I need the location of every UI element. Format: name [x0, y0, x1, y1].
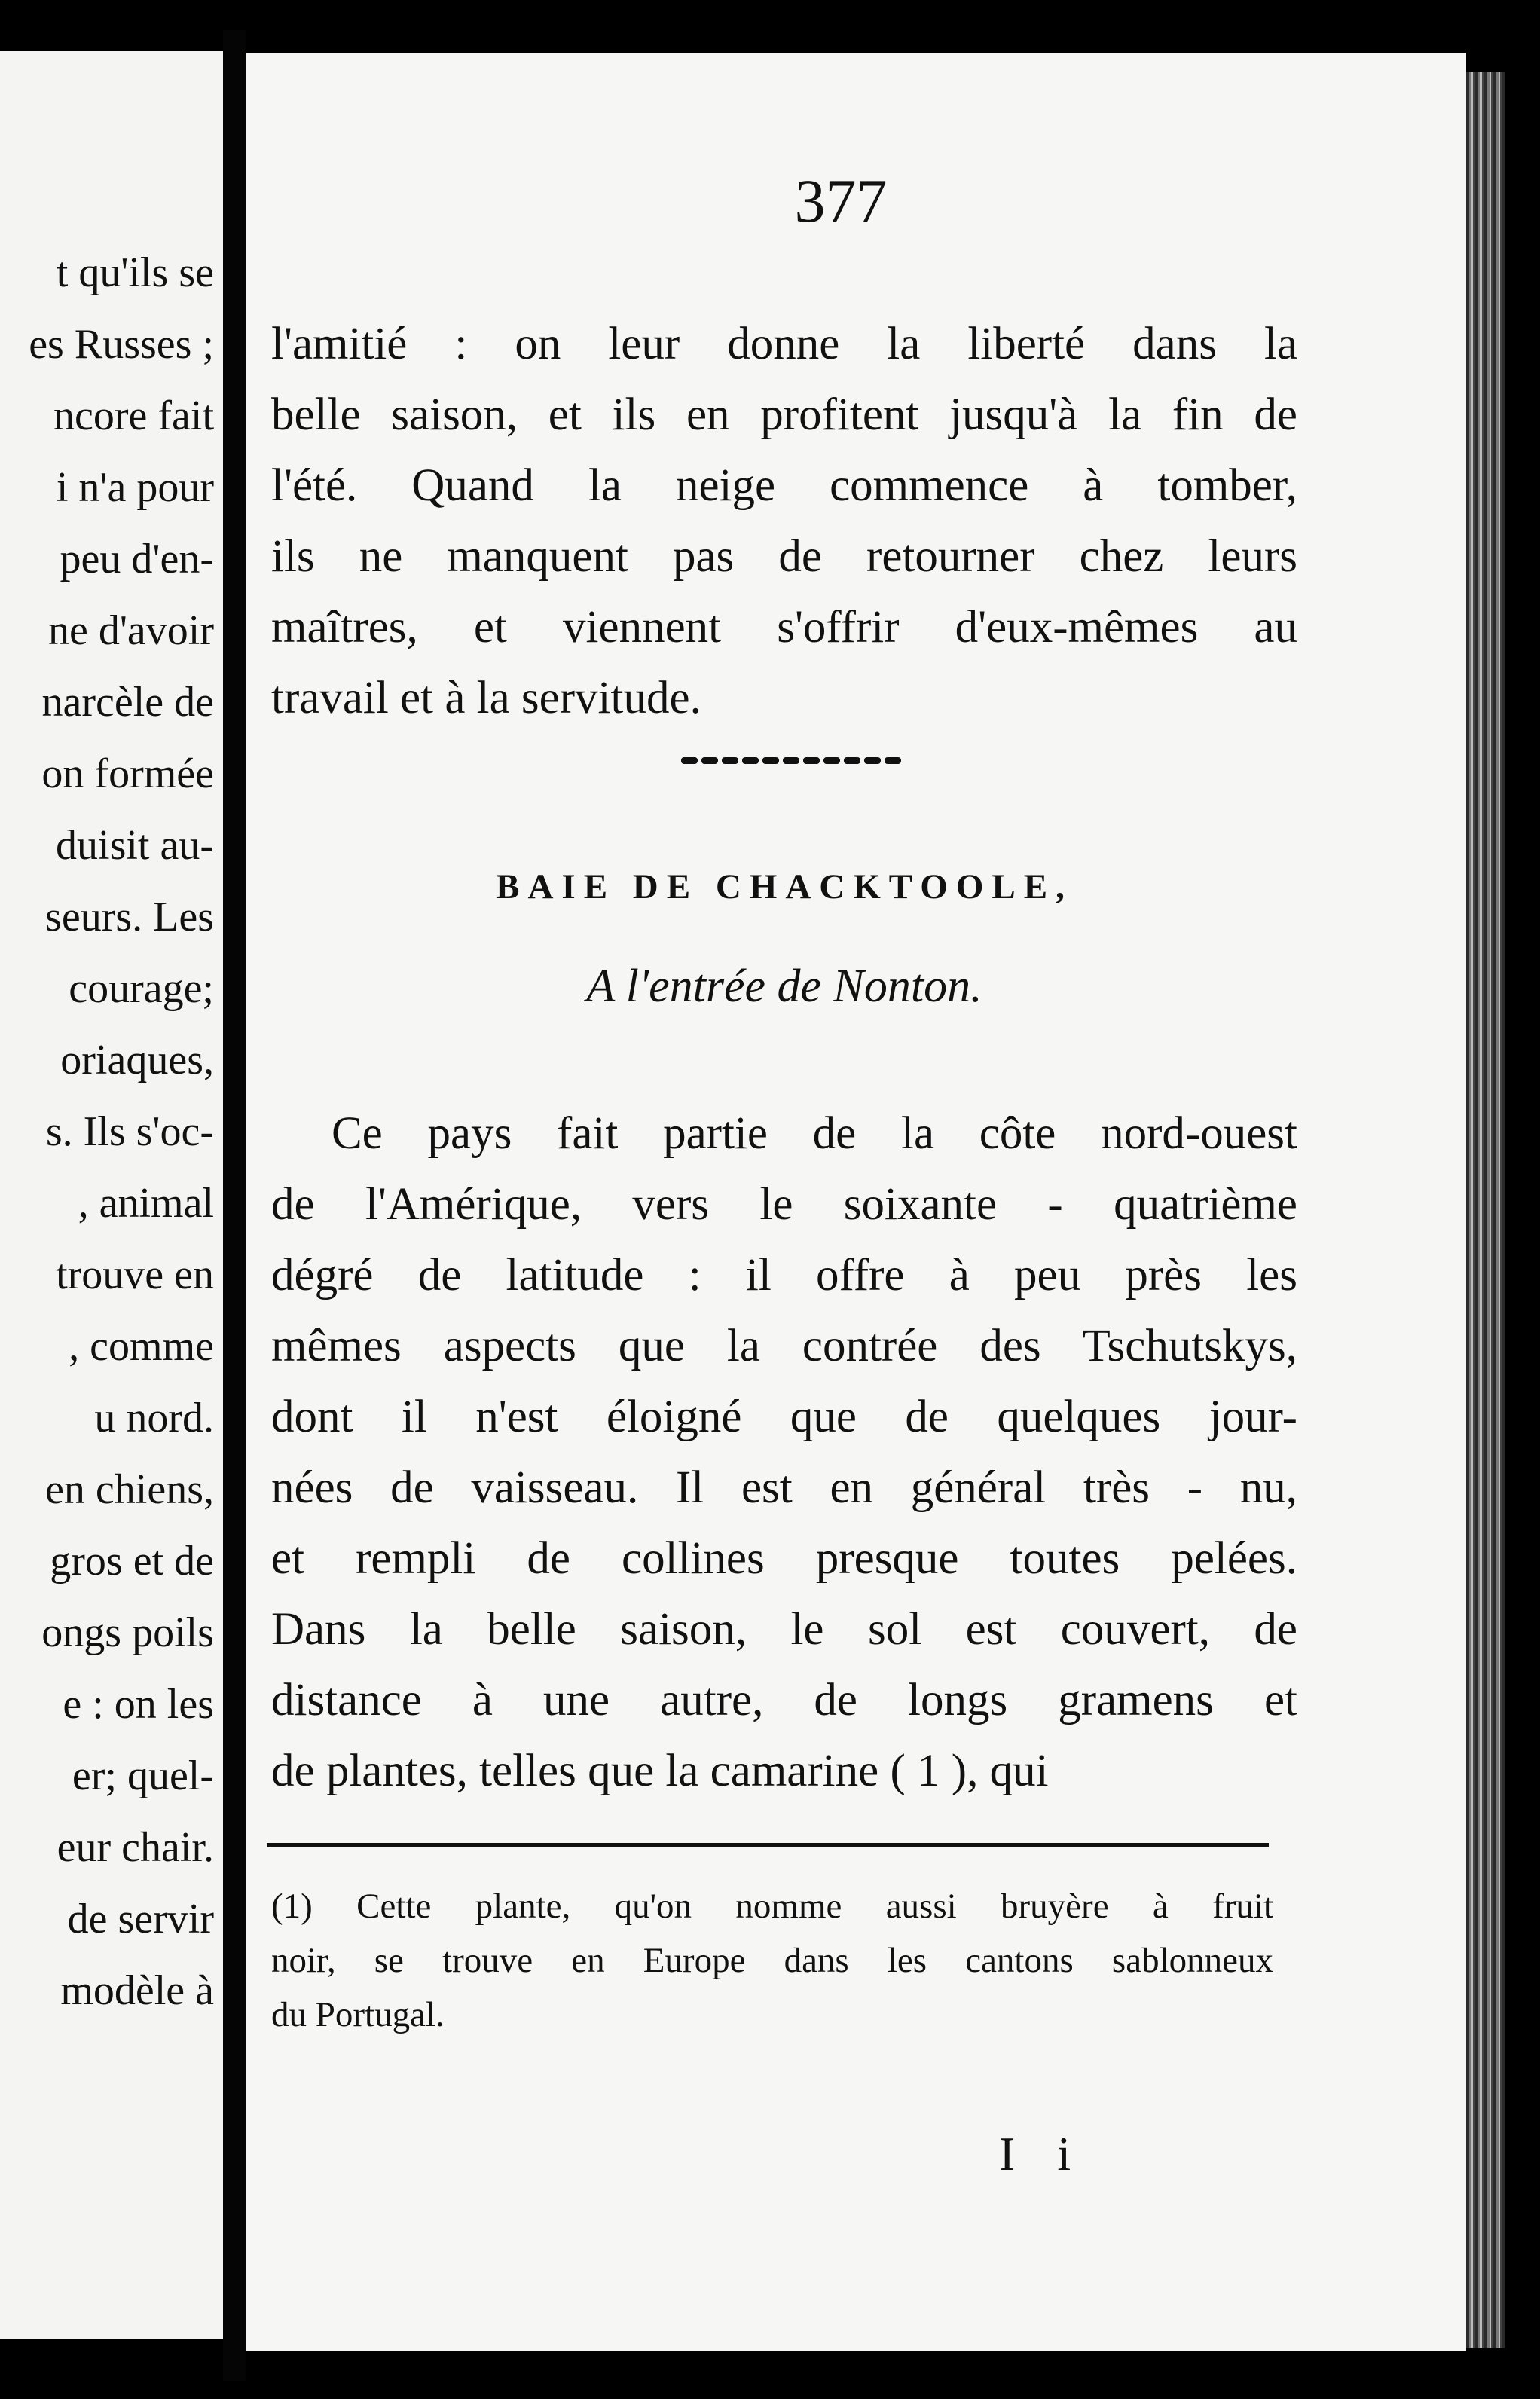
- left-page-line: seurs. Les: [45, 894, 214, 940]
- left-page-line: modèle à: [60, 1967, 214, 2014]
- text-line: de plantes, telles que la camarine ( 1 ), qui: [271, 1746, 1049, 1796]
- text-line: l'amitié : on leur donne la liberté dans la: [271, 319, 1297, 369]
- text-line: de l'Amérique, vers le soixante - quatrième: [271, 1179, 1297, 1230]
- left-page-line: ncore fait: [53, 393, 214, 439]
- left-page-line: t qu'ils se: [56, 249, 214, 296]
- left-page-line: de servir: [67, 1896, 214, 1942]
- text-line: dégré de latitude : il offre à peu près les: [271, 1250, 1297, 1300]
- right-page: [246, 53, 1466, 2351]
- left-page-line: trouve en: [56, 1251, 214, 1298]
- text-line: mêmes aspects que la contrée des Tschutskys,: [271, 1321, 1297, 1371]
- left-page-line: , comme: [69, 1323, 214, 1370]
- left-page-line: gros et de: [50, 1538, 214, 1585]
- left-page-line: s. Ils s'oc-: [45, 1108, 214, 1155]
- section-heading: BAIE DE CHACKTOOLE,: [496, 867, 1073, 906]
- text-line: ils ne manquent pas de retourner chez leurs: [271, 531, 1297, 582]
- page-number: 377: [794, 167, 888, 235]
- left-page-line: duisit au-: [56, 822, 214, 869]
- paragraph-continuation: [271, 309, 1297, 734]
- main-paragraph: [271, 1099, 1297, 1807]
- left-page-line: en chiens,: [45, 1466, 214, 1513]
- left-page-line: ne d'avoir: [47, 607, 214, 654]
- page-edge-stack: [1466, 72, 1505, 2348]
- left-page-line: er; quel-: [72, 1753, 214, 1799]
- left-page-line: courage;: [69, 965, 214, 1012]
- text-line: travail et à la servitude.: [271, 673, 701, 723]
- left-page-text: [29, 237, 214, 2027]
- text-line: l'été. Quand la neige commence à tomber,: [271, 460, 1297, 511]
- left-page-line: ongs poils: [41, 1609, 214, 1656]
- left-page-line: narcèle de: [41, 679, 214, 726]
- footnote-rule: [267, 1843, 1269, 1847]
- text-line: distance à une autre, de longs gramens et: [271, 1675, 1297, 1725]
- left-page-line: e : on les: [63, 1681, 214, 1728]
- text-line: Dans la belle saison, le sol est couvert, de: [271, 1604, 1297, 1655]
- footnote-line: du Portugal.: [271, 1995, 445, 2034]
- text-line: dont il n'est éloigné que de quelques jour-: [271, 1392, 1297, 1442]
- text-line: maîtres, et viennent s'offrir d'eux-mêmes au: [271, 602, 1297, 652]
- left-page-fragment: [0, 51, 223, 2339]
- text-line: Ce pays fait partie de la côte nord-ouest: [332, 1108, 1297, 1159]
- footnote-line: noir, se trouve en Europe dans les cantons sablonneux: [271, 1941, 1273, 1980]
- left-page-line: oriaques,: [60, 1037, 214, 1083]
- left-page-line: es Russes ;: [29, 321, 214, 368]
- text-line: nées de vaisseau. Il est en général très - nu,: [271, 1462, 1297, 1513]
- left-page-line: i n'a pour: [56, 464, 214, 511]
- section-divider-ornament: [681, 749, 906, 772]
- section-subheading: A l'entrée de Nonton.: [586, 961, 982, 1012]
- footnote-line: (1) Cette plante, qu'on nomme aussi bruyère à fruit: [271, 1887, 1273, 1926]
- left-page-line: on formée: [41, 750, 214, 797]
- text-line: belle saison, et ils en profitent jusqu'à la fin de: [271, 390, 1297, 440]
- text-line: et rempli de collines presque toutes pelées.: [271, 1533, 1297, 1584]
- left-page-line: eur chair.: [57, 1824, 214, 1871]
- left-page-line: peu d'en-: [60, 536, 214, 582]
- left-page-line: , animal: [78, 1180, 214, 1227]
- footnote: [271, 1879, 1273, 2042]
- book-gutter: [223, 30, 246, 2381]
- signature-mark: I i: [999, 2127, 1086, 2180]
- left-page-line: u nord.: [94, 1395, 214, 1441]
